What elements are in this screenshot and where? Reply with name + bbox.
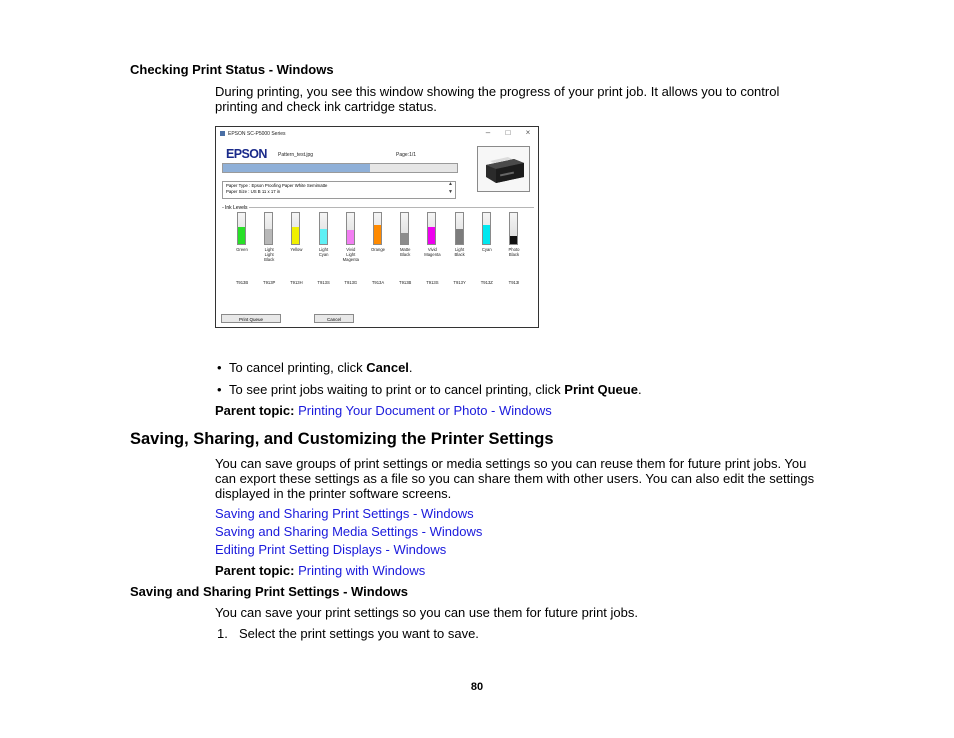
- ink-name: Vivid Magenta: [424, 247, 441, 257]
- bullet-text: To see print jobs waiting to print or to cancel printing, click: [229, 382, 565, 397]
- ink-tube: [455, 212, 464, 245]
- step-number: 1.: [217, 626, 228, 641]
- ink-name: Vivid Light Magenta: [342, 247, 359, 262]
- ink-code: T913I: [508, 280, 520, 285]
- ink-level-fill: [374, 225, 381, 244]
- window-title: EPSON SC-P5000 Series: [228, 131, 286, 137]
- ink-code: T913B: [399, 280, 412, 285]
- ink-tube: [264, 212, 273, 245]
- printer-image: [477, 146, 530, 192]
- bold-print-queue: Print Queue: [564, 382, 638, 397]
- ink-tube: [509, 212, 518, 245]
- ink-level-fill: [510, 236, 517, 244]
- scroll-up-icon[interactable]: ▲: [448, 181, 453, 187]
- ink-code: T913Z: [480, 280, 493, 285]
- section2-paragraph-line3: displayed in the printer software screens.: [215, 486, 452, 501]
- print-progress-bar: [222, 163, 458, 173]
- bullet-punct: .: [637, 382, 642, 397]
- link-saving-print-settings[interactable]: Saving and Sharing Print Settings - Windows: [215, 506, 474, 521]
- paper-info-box: [222, 181, 456, 199]
- window-titlebar: [216, 127, 538, 141]
- ink-tube: [482, 212, 491, 245]
- bullet-cancel-text: [229, 360, 413, 375]
- page-number: 80: [470, 681, 484, 693]
- bullet-list-item: [217, 360, 222, 375]
- step-text: Select the print settings you want to save.: [239, 626, 479, 641]
- parent-topic-2: [215, 563, 425, 578]
- ink-tube: [291, 212, 300, 245]
- parent-topic-1: [215, 403, 552, 418]
- ink-code: T913A: [371, 280, 385, 285]
- ink-level-fill: [265, 229, 272, 245]
- section-heading-saving-sharing: Saving, Sharing, and Customizing the Printer Settings: [130, 430, 554, 448]
- print-status-window-screenshot: [215, 126, 539, 328]
- ink-name: Light Black: [454, 247, 465, 257]
- intro-paragraph-line1: During printing, you see this window showing the progress of your print job. It allows you to control: [215, 84, 780, 99]
- section-heading-checking-print-status: Checking Print Status - Windows: [130, 62, 334, 77]
- section2-paragraph-line2: can export these settings as a file so you can share them with other users. You can also edit the settings: [215, 471, 815, 486]
- ink-tube: [346, 212, 355, 245]
- progress-fill: [223, 164, 370, 172]
- ink-code: T913G: [344, 280, 358, 285]
- intro-paragraph-line2: printing and check ink cartridge status.: [215, 99, 437, 114]
- ink-tube: [427, 212, 436, 245]
- ink-name: Light Cyan: [318, 247, 329, 257]
- parent-topic-link-printing-windows[interactable]: Printing with Windows: [298, 563, 426, 578]
- ink-level-fill: [292, 227, 299, 244]
- bullet-icon: •: [217, 360, 222, 375]
- bold-cancel: Cancel: [366, 360, 409, 375]
- ink-level-fill: [456, 229, 463, 245]
- file-name: Pattern_test.jpg: [278, 152, 314, 158]
- ink-name: Light Light Black: [264, 247, 275, 262]
- ink-name: Orange: [371, 247, 385, 252]
- ink-level-fill: [238, 227, 245, 244]
- paper-size: Paper Size : US B 11 x 17 in: [226, 188, 281, 194]
- ink-level-fill: [428, 227, 435, 244]
- ink-level-fill: [320, 229, 327, 245]
- ink-code: T913Y: [453, 280, 466, 285]
- ink-code: T913H: [290, 280, 303, 285]
- parent-topic-link-printing-document[interactable]: Printing Your Document or Photo - Windows: [298, 403, 552, 418]
- bullet-punct: .: [408, 360, 413, 375]
- ink-tube: [400, 212, 409, 245]
- section-heading-saving-print-settings: Saving and Sharing Print Settings - Windows: [130, 584, 408, 599]
- ink-name: Green: [236, 247, 248, 252]
- ink-tube: [237, 212, 246, 245]
- maximize-icon[interactable]: □: [505, 128, 511, 137]
- ink-level-fill: [347, 230, 354, 244]
- print-queue-button[interactable]: Print Queue: [221, 314, 281, 323]
- ink-level-fill: [401, 233, 408, 244]
- printer-icon: [478, 147, 529, 191]
- ink-name: Cyan: [481, 247, 492, 252]
- page-counter: Page:1/1: [396, 152, 417, 158]
- ink-name: Yellow: [290, 247, 303, 252]
- link-saving-media-settings[interactable]: Saving and Sharing Media Settings - Windows: [215, 524, 483, 539]
- section2-paragraph-line1: You can save groups of print settings or media settings so you can reuse them for future print jobs. You: [215, 456, 807, 471]
- ink-code: T913S: [426, 280, 439, 285]
- close-icon[interactable]: ×: [525, 128, 531, 137]
- ink-tube: [373, 212, 382, 245]
- epson-logo: EPSON: [226, 147, 267, 161]
- ink-tube: [319, 212, 328, 245]
- printer-app-icon: [220, 131, 225, 136]
- paper-type: Paper Type : Epson Proofing Paper White Semimatte: [226, 183, 328, 188]
- ink-level-fill: [483, 225, 490, 244]
- bullet-icon: •: [217, 382, 222, 397]
- ink-levels-label: Ink Levels: [225, 205, 248, 211]
- parent-topic-label: Parent topic:: [215, 563, 295, 578]
- parent-topic-label: Parent topic:: [215, 403, 295, 418]
- bullet-text: To cancel printing, click: [229, 360, 367, 375]
- ink-code: T913P: [263, 280, 276, 285]
- ink-name: Photo Black: [508, 247, 520, 257]
- minimize-icon[interactable]: –: [485, 128, 491, 137]
- cancel-button[interactable]: Cancel: [314, 314, 354, 323]
- link-editing-print-setting-displays[interactable]: Editing Print Setting Displays - Windows: [215, 542, 447, 557]
- ink-code: T913S: [317, 280, 330, 285]
- ink-name: Matte Black: [399, 247, 411, 257]
- section3-paragraph: You can save your print settings so you can use them for future print jobs.: [215, 605, 638, 620]
- scroll-down-icon[interactable]: ▼: [448, 189, 453, 195]
- ink-code: T913B: [235, 280, 249, 285]
- bullet-list-item: [217, 382, 222, 397]
- bullet-print-queue-text: [229, 382, 642, 397]
